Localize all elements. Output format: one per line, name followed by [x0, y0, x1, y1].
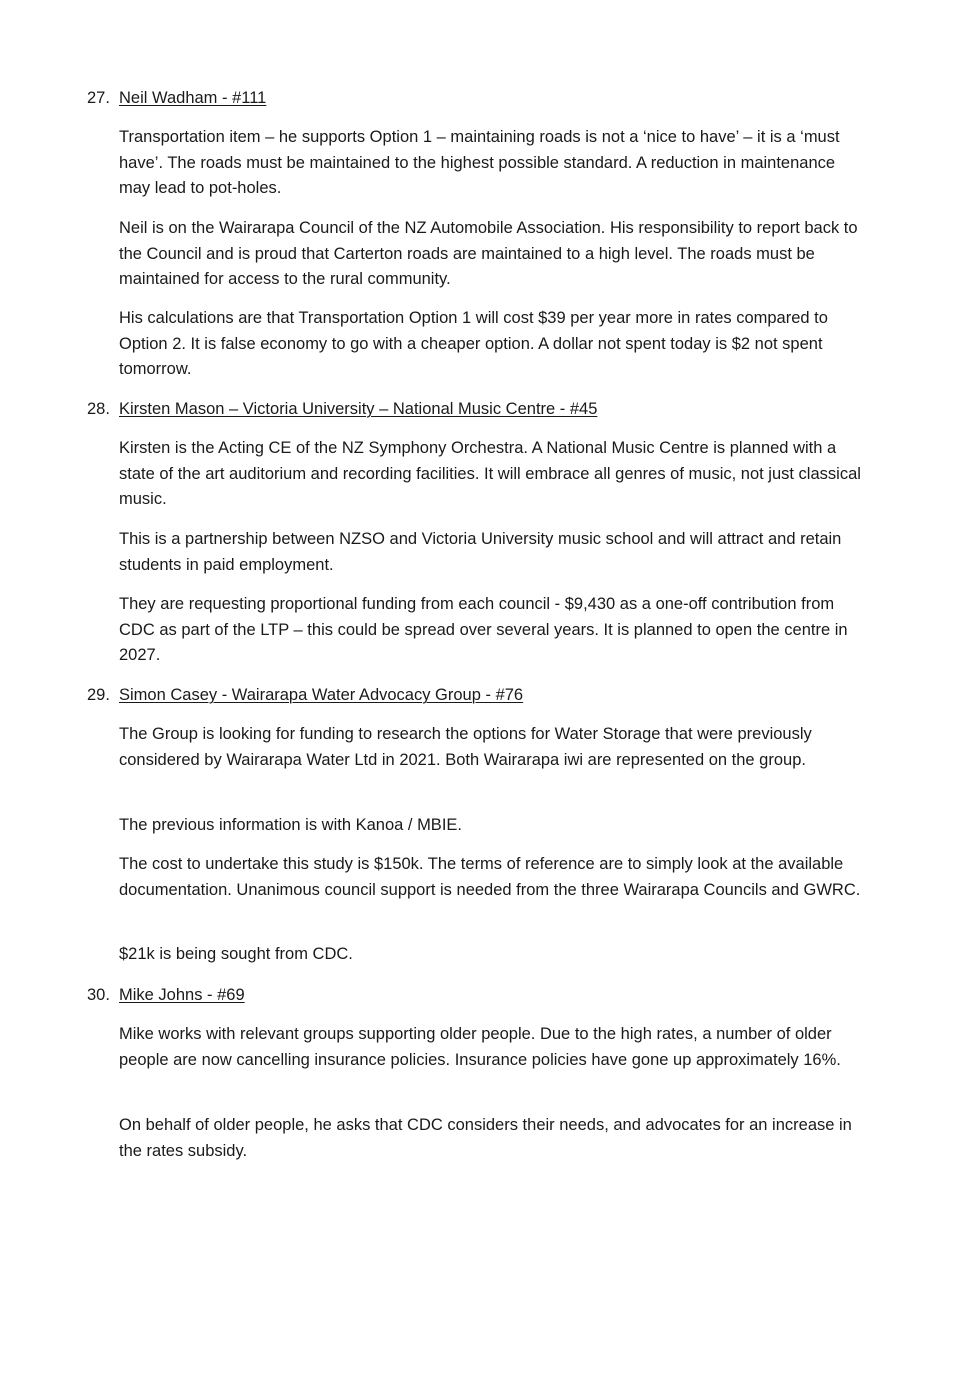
item-heading	[87, 983, 245, 1008]
item-heading	[87, 86, 266, 111]
item-number: 30.	[87, 986, 110, 1004]
item-paragraph: The Group is looking for funding to research the options for Water Storage that were previously considered by Wairarapa Water Ltd in 2021. Both Wairarapa iwi are represented on the group.	[119, 725, 812, 769]
item-paragraph: The previous information is with Kanoa / MBIE.	[119, 816, 462, 834]
item-paragraph: His calculations are that Transportation Option 1 will cost $39 per year more in rates compared to Option 2. It is false economy to go with a cheaper option. A dollar not spent today is $2 not spent tomorrow.	[119, 309, 828, 378]
item-title: Neil Wadham - #111	[119, 89, 267, 107]
item-title: Simon Casey - Wairarapa Water Advocacy Group - #76	[119, 686, 524, 704]
item-paragraph: Mike works with relevant groups supporting older people. Due to the high rates, a number of older people are now cancelling insurance policies. Insurance policies have gone up approximately 16%.	[119, 1025, 841, 1069]
item-paragraph: Transportation item – he supports Option 1 – maintaining roads is not a ‘nice to have’ – it is a ‘must have’. The roads must be maintained to the highest possible standard. A reduction in maintenance may lead to pot-holes.	[119, 128, 840, 197]
item-number: 29.	[87, 686, 110, 704]
item-title: Mike Johns - #69	[119, 986, 245, 1004]
item-number: 27.	[87, 89, 110, 107]
item-heading	[87, 683, 523, 708]
item-paragraph: This is a partnership between NZSO and Victoria University music school and will attract and retain students in paid employment.	[119, 530, 842, 574]
item-paragraph: Kirsten is the Acting CE of the NZ Symphony Orchestra. A National Music Centre is planned with a state of the art auditorium and recording facilities. It will embrace all genres of music, not just classical music.	[119, 439, 861, 508]
item-number: 28.	[87, 400, 110, 418]
item-paragraph: On behalf of older people, he asks that CDC considers their needs, and advocates for an increase in the rates subsidy.	[119, 1116, 852, 1160]
item-paragraph: Neil is on the Wairarapa Council of the NZ Automobile Association. His responsibility to report back to the Council and is proud that Carterton roads are maintained to a high level. The roads must be maintained for access to the rural community.	[119, 219, 858, 288]
item-paragraph: $21k is being sought from CDC.	[119, 945, 353, 963]
item-title: Kirsten Mason – Victoria University – National Music Centre - #45	[119, 400, 598, 418]
item-paragraph: The cost to undertake this study is $150k. The terms of reference are to simply look at the available documentation. Unanimous council support is needed from the three Wairarapa Councils and GWRC.	[119, 855, 861, 899]
item-heading	[87, 397, 597, 422]
item-paragraph: They are requesting proportional funding from each council - $9,430 as a one-off contribution from CDC as part of the LTP – this could be spread over several years. It is planned to open the centre in 2027.	[119, 595, 848, 664]
